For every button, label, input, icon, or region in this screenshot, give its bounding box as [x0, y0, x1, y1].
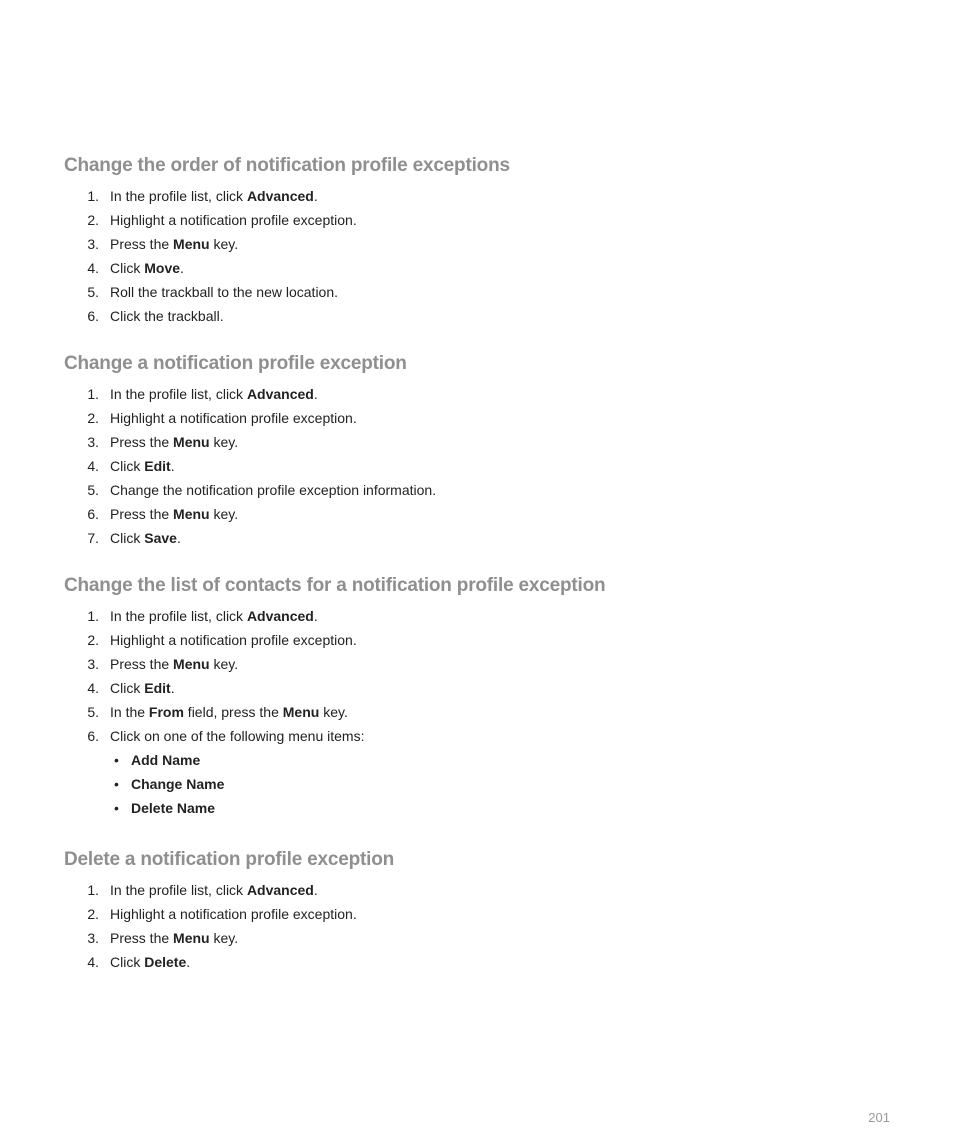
step-item: [64, 676, 904, 700]
menu-item-bullet: [64, 772, 904, 796]
step-text: Press the Menu key.: [110, 506, 239, 522]
ui-term: Advanced: [246, 386, 314, 402]
step-number: 2.: [87, 906, 99, 922]
step-item: [64, 430, 904, 454]
step-text: In the profile list, click Advanced.: [110, 188, 318, 204]
step-item: [64, 280, 904, 304]
step-number: 6.: [87, 308, 99, 324]
step-number: 6.: [87, 728, 99, 744]
ui-term: Menu: [173, 434, 210, 450]
step-text: Highlight a notification profile exception.: [110, 212, 357, 228]
step-item: [64, 526, 904, 550]
section-change-contacts: [64, 574, 904, 820]
step-text: Press the Menu key.: [110, 930, 239, 946]
step-text: Press the Menu key.: [110, 434, 239, 450]
step-text: Highlight a notification profile exception.: [110, 906, 357, 922]
section-heading: Change a notification profile exception: [64, 353, 407, 374]
step-text: In the profile list, click Advanced.: [110, 608, 318, 624]
step-number: 2.: [87, 410, 99, 426]
step-text: Press the Menu key.: [110, 236, 239, 252]
step-item: [64, 454, 904, 478]
step-number: 5.: [87, 704, 99, 720]
bullet-icon: •: [114, 800, 119, 816]
bullet-text: Change Name: [131, 776, 225, 792]
step-item: [64, 184, 904, 208]
ui-term: Edit: [144, 680, 171, 696]
step-number: 1.: [87, 188, 99, 204]
section-delete-exception: [64, 848, 904, 974]
step-item: [64, 628, 904, 652]
step-text: Highlight a notification profile exception.: [110, 410, 357, 426]
menu-item-bullet: [64, 748, 904, 772]
bullet-text: Delete Name: [131, 800, 216, 816]
step-item: [64, 208, 904, 232]
step-number: 4.: [87, 680, 99, 696]
step-number: 1.: [87, 608, 99, 624]
step-item: [64, 652, 904, 676]
step-list: [64, 604, 904, 820]
step-item: [64, 724, 904, 748]
ui-term: Delete: [144, 954, 187, 970]
step-text: Click on one of the following menu items:: [110, 728, 365, 744]
step-number: 4.: [87, 260, 99, 276]
ui-term: Menu: [173, 506, 210, 522]
step-text: Click Edit.: [110, 680, 175, 696]
step-item: [64, 878, 904, 902]
step-text: In the From field, press the Menu key.: [110, 704, 348, 720]
step-number: 3.: [87, 236, 99, 252]
bullet-icon: •: [114, 776, 119, 792]
step-number: 1.: [87, 386, 99, 402]
section-heading: Delete a notification profile exception: [64, 849, 395, 870]
step-number: 2.: [87, 632, 99, 648]
section-change-exception: [64, 352, 904, 550]
step-item: [64, 406, 904, 430]
step-number: 6.: [87, 506, 99, 522]
ui-term: Advanced: [246, 882, 314, 898]
step-text: In the profile list, click Advanced.: [110, 882, 318, 898]
step-number: 3.: [87, 656, 99, 672]
step-number: 4.: [87, 458, 99, 474]
page-number: 201: [868, 1110, 890, 1125]
step-text: Click Delete.: [110, 954, 191, 970]
step-list: [64, 184, 904, 328]
step-item: [64, 304, 904, 328]
step-list: [64, 382, 904, 550]
ui-term: Menu: [173, 656, 210, 672]
step-item: [64, 902, 904, 926]
step-item: [64, 478, 904, 502]
step-item: [64, 232, 904, 256]
step-text: Click Edit.: [110, 458, 175, 474]
step-number: 7.: [87, 530, 99, 546]
ui-term: Advanced: [246, 608, 314, 624]
step-text: Click Move.: [110, 260, 184, 276]
ui-term: Advanced: [246, 188, 314, 204]
menu-item-bullet: [64, 796, 904, 820]
step-text: Highlight a notification profile exception.: [110, 632, 357, 648]
step-item: [64, 382, 904, 406]
bullet-icon: •: [114, 752, 119, 768]
step-number: 5.: [87, 284, 99, 300]
ui-term: From: [148, 704, 184, 720]
ui-term: Menu: [173, 236, 210, 252]
step-item: [64, 700, 904, 724]
ui-term: Menu: [173, 930, 210, 946]
step-number: 4.: [87, 954, 99, 970]
step-number: 2.: [87, 212, 99, 228]
step-item: [64, 256, 904, 280]
step-text: Click Save.: [110, 530, 181, 546]
bullet-text: Add Name: [131, 752, 201, 768]
ui-term: Edit: [144, 458, 171, 474]
step-text: Roll the trackball to the new location.: [110, 284, 339, 300]
ui-term: Menu: [282, 704, 320, 720]
step-item: [64, 604, 904, 628]
step-text: Press the Menu key.: [110, 656, 239, 672]
step-item: [64, 950, 904, 974]
section-heading: Change the list of contacts for a notification profile exception: [64, 575, 606, 596]
step-text: Change the notification profile exception information.: [110, 482, 437, 498]
step-list: [64, 878, 904, 974]
step-number: 3.: [87, 434, 99, 450]
step-item: [64, 502, 904, 526]
step-number: 3.: [87, 930, 99, 946]
step-item: [64, 926, 904, 950]
ui-term: Move: [144, 260, 181, 276]
section-heading: Change the order of notification profile exceptions: [64, 155, 510, 176]
ui-term: Save: [144, 530, 177, 546]
step-text: In the profile list, click Advanced.: [110, 386, 318, 402]
section-change-order: [64, 154, 904, 328]
step-number: 1.: [87, 882, 99, 898]
step-number: 5.: [87, 482, 99, 498]
step-text: Click the trackball.: [110, 308, 224, 324]
